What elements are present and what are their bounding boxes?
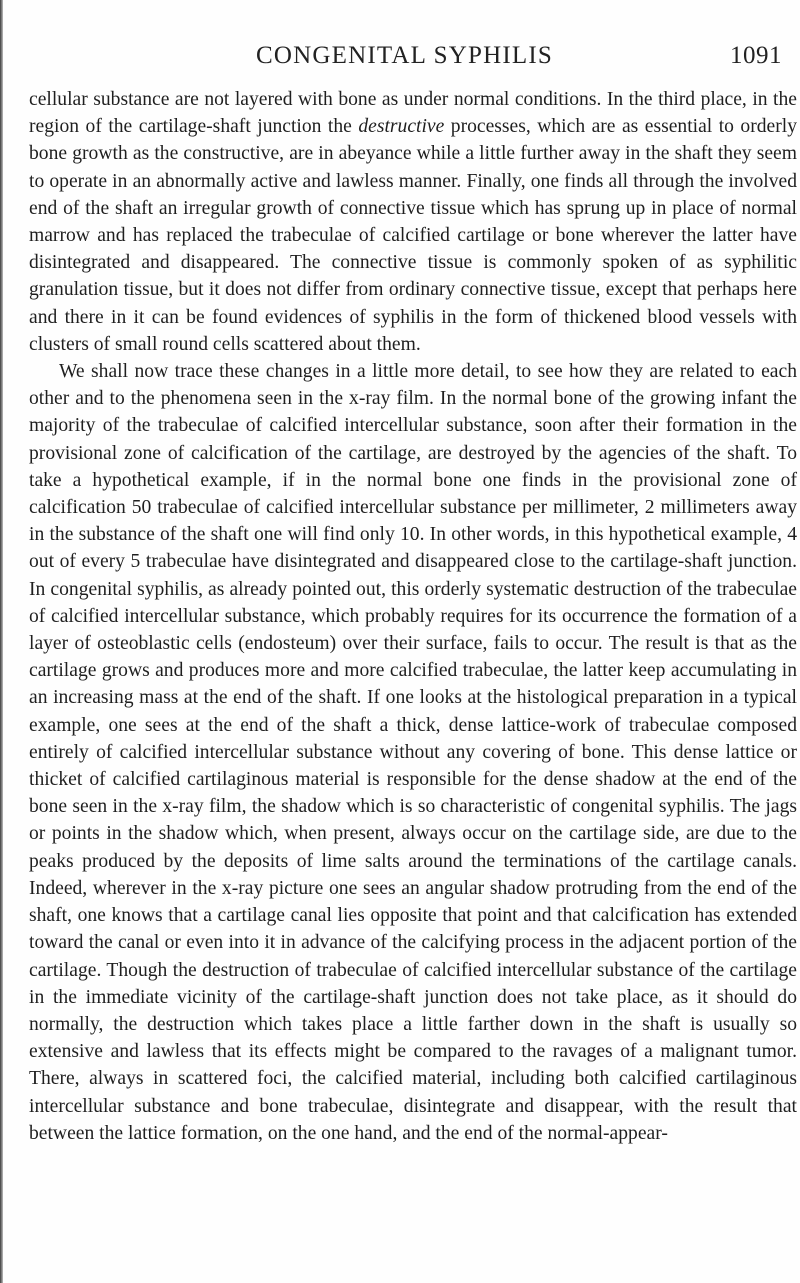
page-gutter-edge bbox=[0, 0, 3, 1283]
running-header bbox=[0, 40, 800, 72]
paragraph-1-text-a: cellular substance are not layered with bone as under normal conditions. In the third place, in the region of the cartilage-shaft junction the bbox=[29, 89, 797, 138]
paragraph-1-text-b: processes, which are as essential to orderly bone growth as the constructive, are in abeyance while a little further away in the shaft they seem to operate in an abnormally active and lawless manner. Finally, one finds all through the involved end of the shaft an irregular growth of connective tissue which has sprung up in place of normal marrow and has replaced the trabeculae of calcified cartilage or bone wherever the latter have disintegrated and disappeared. The connective tissue is commonly spoken of as syphilitic granulation tissue, but it does not differ from ordinary connective tissue, except that perhaps here and there in it can be found evidences of syphilis in the form of thickened blood vessels with clusters of small round cells scattered about them. bbox=[29, 116, 797, 355]
paragraph-1 bbox=[29, 86, 797, 358]
running-title: CONGENITAL SYPHILIS bbox=[256, 42, 553, 69]
page-number: 1091 bbox=[730, 42, 782, 69]
paragraph-2: We shall now trace these changes in a little more detail, to see how they are related to each other and to the phenomena seen in the x-ray film. In the normal bone of the growing infant the majority of the trabeculae of calcified intercellular substance, soon after their formation in the provisional zone of calcification of the cartilage, are destroyed by the agencies of the shaft. To take a hypothetical example, if in the normal bone one finds in the provisional zone of calcification 50 trabeculae of calcified intercellular substance per millimeter, 2 millimeters away in the substance of the shaft one will find only 10. In other words, in this hypothetical example, 4 out of every 5 trabeculae have disintegrated and disappeared close to the cartilage-shaft junction. In congenital syphilis, as already pointed out, this orderly systematic destruction of the trabeculae of calcified intercellular substance, which probably requires for its occurrence the formation of a layer of osteoblastic cells (endosteum) over their surface, fails to occur. The result is that as the cartilage grows and produces more and more calcified trabeculae, the latter keep accumulating in an increasing mass at the end of the shaft. If one looks at the histological preparation in a typical example, one sees at the end of the shaft a thick, dense lattice-work of trabeculae composed entirely of calcified intercellular substance without any covering of bone. This dense lattice or thicket of calcified cartilaginous material is responsible for the dense shadow at the end of the bone seen in the x-ray film, the shadow which is so characteristic of congenital syphilis. The jags or points in the shadow which, when present, always occur on the cartilage side, are due to the peaks produced by the deposits of lime salts around the terminations of the cartilage canals. Indeed, wherever in the x-ray picture one sees an angular shadow protruding from the end of the shaft, one knows that a cartilage canal lies opposite that point and that calcification has extended toward the canal or even into it in advance of the calcifying process in the adjacent portion of the cartilage. Though the destruction of trabeculae of calcified intercellular substance of the cartilage in the immediate vicinity of the cartilage-shaft junction does not take place, as it should do normally, the destruction which takes place a little farther down in the shaft is usually so extensive and lawless that its effects might be compared to the ravages of a malignant tumor. There, always in scattered foci, the calcified material, including both calcified cartilaginous intercellular substance and bone trabeculae, disintegrate and disappear, with the result that between the lattice formation, on the one hand, and the end of the normal-appear- bbox=[29, 361, 797, 1144]
body-text bbox=[29, 86, 797, 1147]
emphasis-destructive: destructive bbox=[358, 116, 445, 138]
